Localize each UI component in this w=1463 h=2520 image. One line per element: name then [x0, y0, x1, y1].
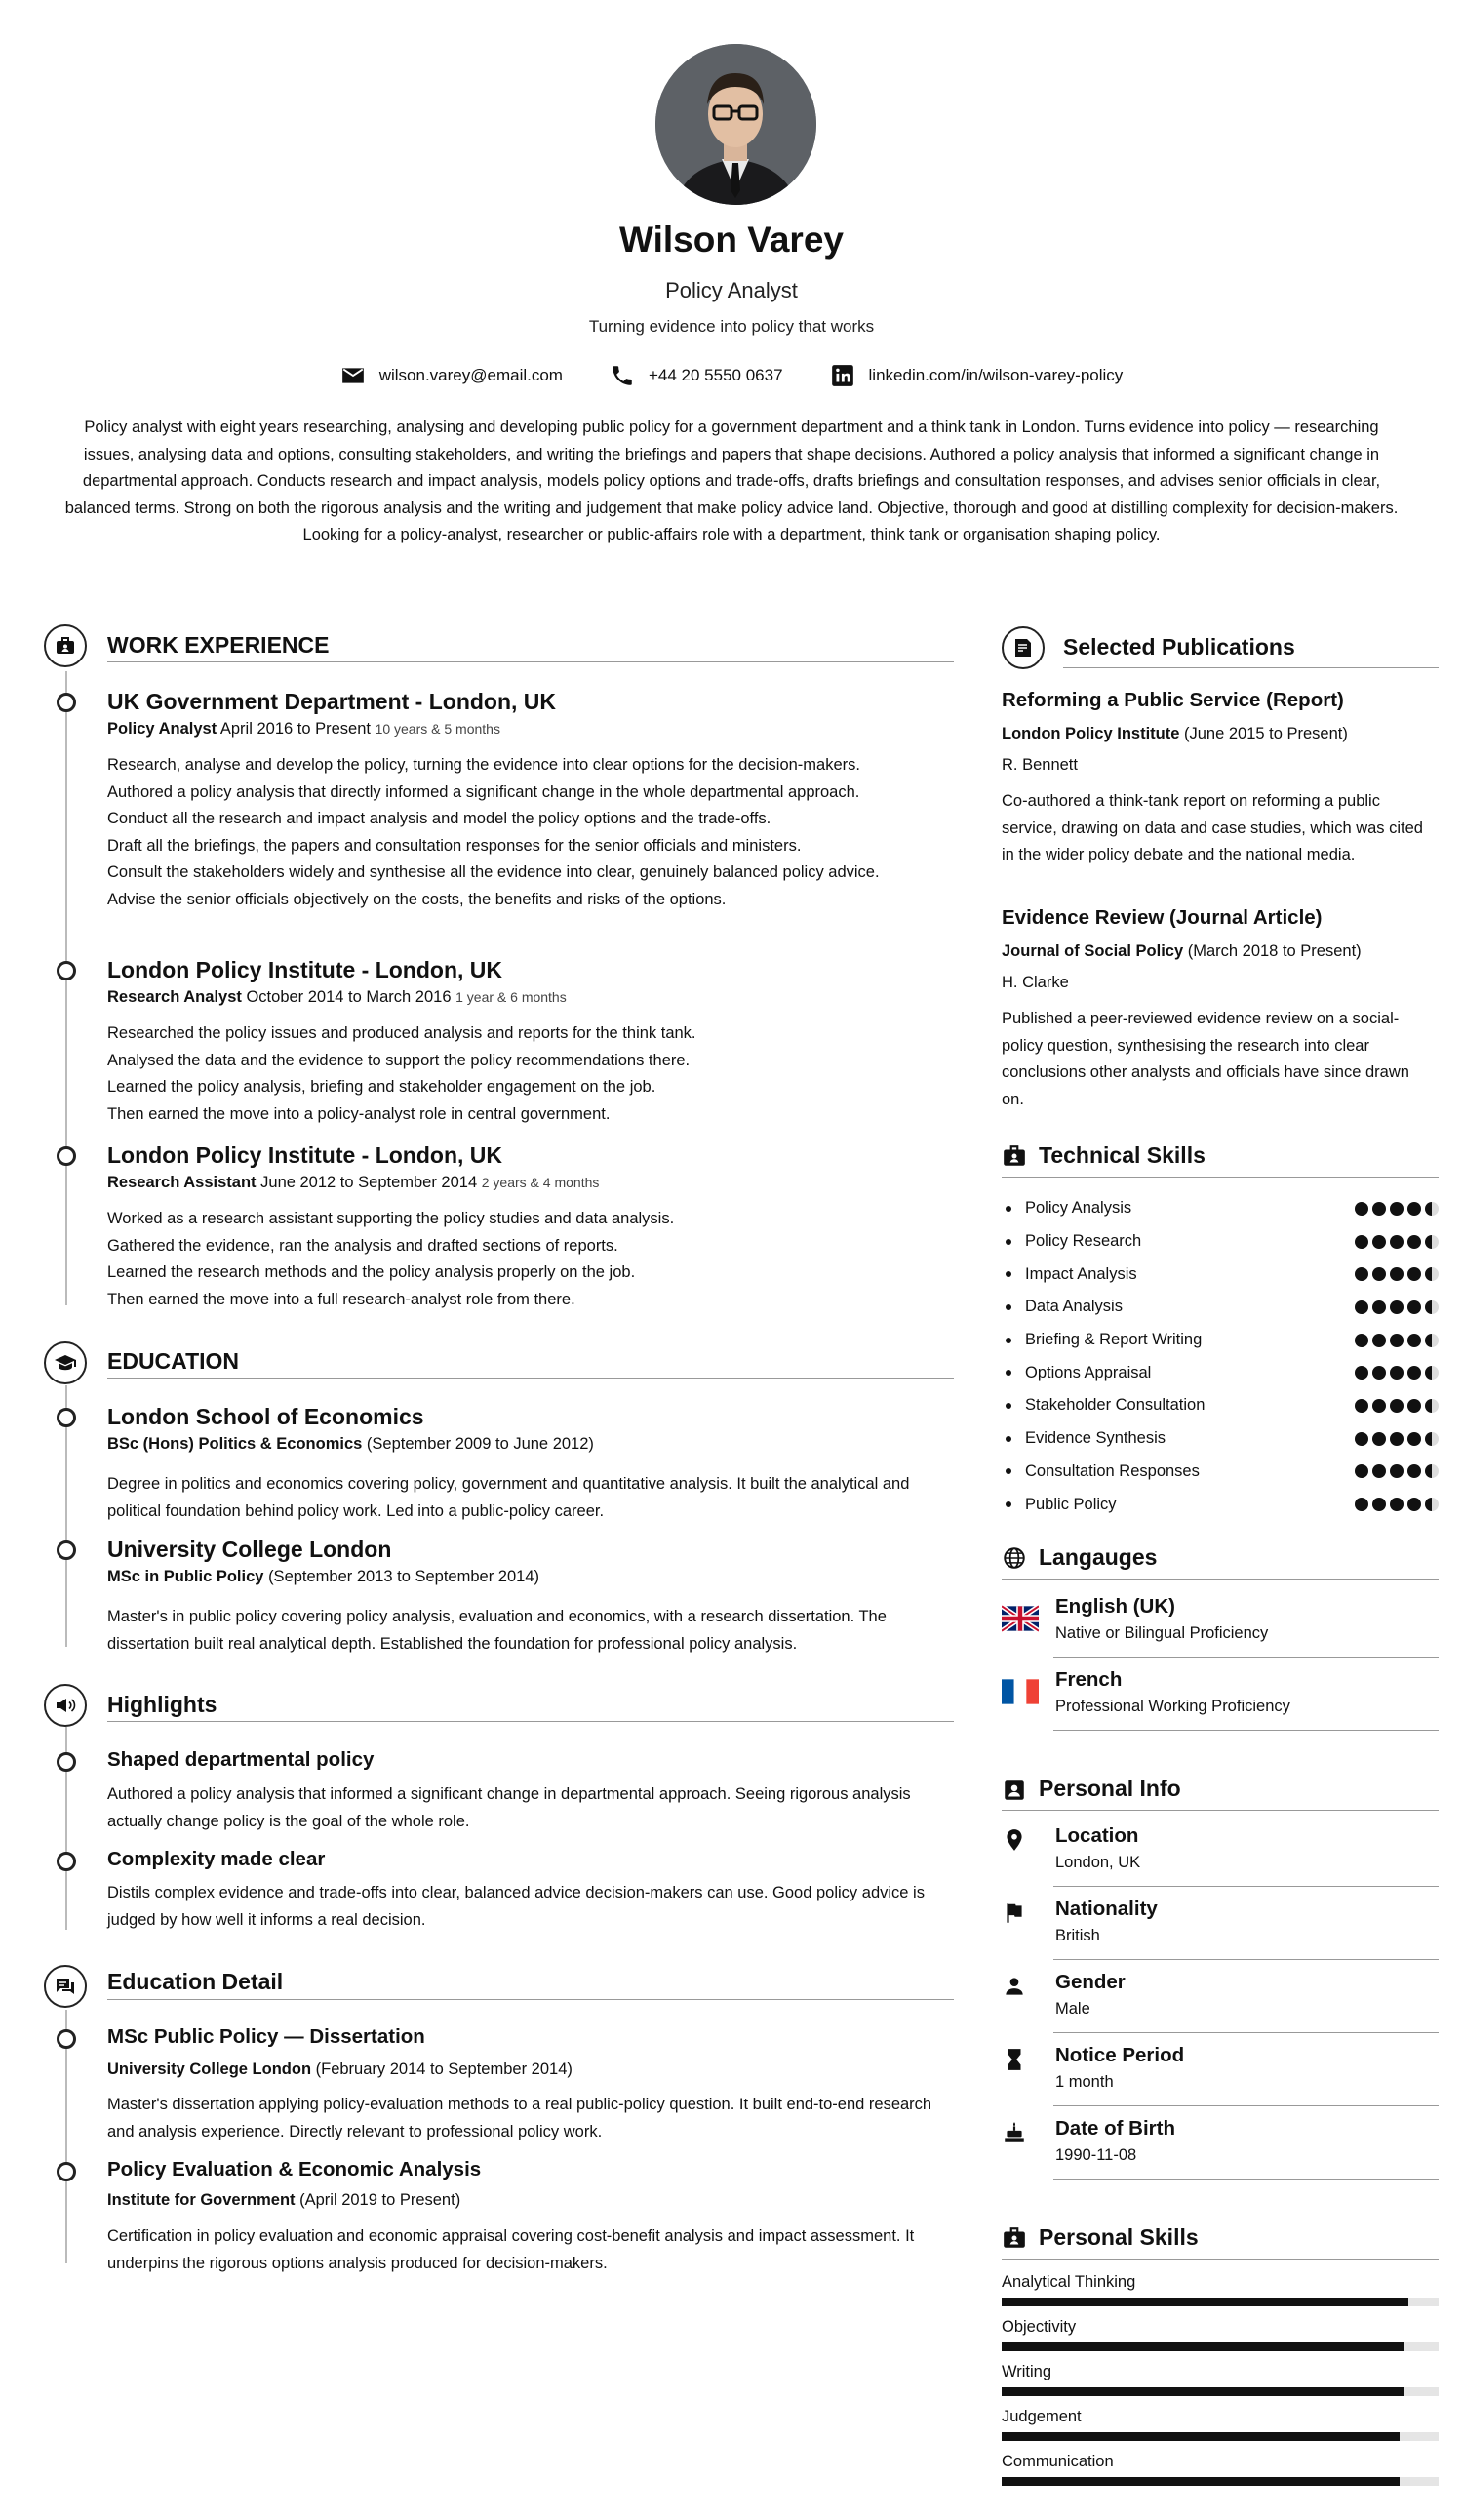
profile-photo [655, 44, 816, 205]
technical-skill-item [1002, 1422, 1439, 1456]
work-section-icon [44, 624, 87, 667]
publication-title: Reforming a Public Service (Report) [1002, 689, 1344, 711]
rating-dot [1372, 1202, 1386, 1216]
timeline-dot [57, 2029, 76, 2049]
rating-dot [1355, 1432, 1368, 1446]
tagline: Turning evidence into policy that works [588, 317, 875, 336]
personal-skill-name: Analytical Thinking [1002, 2273, 1136, 2291]
work-timeline-line [65, 671, 67, 1305]
technical-skills-icon [1002, 1143, 1027, 1169]
rating-dot [1390, 1300, 1404, 1314]
france-flag-icon [1002, 1678, 1039, 1705]
skill-rating [1355, 1235, 1439, 1249]
rating-dot [1355, 1498, 1368, 1511]
rating-dot [1355, 1464, 1368, 1478]
info-value: 1 month [1055, 2073, 1114, 2091]
badge-icon [1002, 2225, 1027, 2251]
highlight-text: Distils complex evidence and trade-offs into clear, balanced advice decision-makers can use. Good policy advice is judged by how well it informs a real decision. [107, 1884, 925, 1929]
rating-dot [1425, 1334, 1439, 1347]
personal-skills-title: Personal Skills [1039, 2224, 1199, 2250]
job-bullet: Advise the senior officials objectively on the costs, the benefits and risks of the options. [107, 890, 727, 908]
edu-detail-section-rule [107, 1999, 954, 2000]
technical-skill-item [1002, 1258, 1439, 1291]
personal-skill-bar [1002, 2387, 1439, 2396]
email-icon [340, 363, 366, 388]
personal-skill-bar-fill [1002, 2342, 1404, 2351]
school-name: University College London [107, 1537, 392, 1562]
rating-dot [1372, 1432, 1386, 1446]
degree-description: Degree in politics and economics covering policy, government and quantitative analysis. It built the analytical and political foundation behind policy work. Led into a public-policy career. [107, 1475, 910, 1520]
technical-skill-name: Options Appraisal [1002, 1364, 1151, 1382]
detail-org: University College London [107, 2060, 312, 2078]
profile-summary: Policy analyst with eight years researching, analysing and developing public policy for a government department and a think tank in London. Turns evidence into policy — researching issues, analysing data and options, consulting stakeholders, and writing the briefings and papers that shape decisions. Authored a policy analysis that informed a significant change in departmental approach. Conducts research and impact analysis, models policy options and trade-offs, drafts briefings and consultation responses, and advises senior officials in clear, balanced terms. Strong on both the rigorous analysis and the writing and judgement that make policy advice land. Objective, thorough and good at distilling complexity for decision-makers. Looking for a policy-analyst, researcher or public-affairs role with a department, think tank or organisation shaping policy. [64, 419, 1399, 543]
info-label: Location [1055, 1824, 1139, 1847]
row-divider [1053, 1730, 1439, 1731]
publication-meta [1002, 942, 1362, 961]
languages-icon [1002, 1545, 1027, 1571]
phone-contact[interactable] [610, 363, 783, 388]
megaphone-icon [54, 1694, 77, 1717]
skill-rating [1355, 1366, 1439, 1380]
rating-dot [1425, 1235, 1439, 1249]
row-divider [1053, 1959, 1439, 1960]
job-org: UK Government Department - London, UK [107, 689, 557, 714]
detail-org-line [107, 2060, 573, 2079]
edu-detail-section-icon [44, 1965, 87, 2008]
timeline-dot [57, 1540, 76, 1560]
job-bullet: Researched the policy issues and produced analysis and reports for the think tank. [107, 1024, 696, 1042]
degree-line [107, 1568, 539, 1586]
info-value: British [1055, 1927, 1100, 1944]
degree-description: Master's in public policy covering policy analysis, evaluation and economics, with a research dissertation. The dissertation built real analytical depth. Established the foundation for professional policy analysis. [107, 1608, 887, 1653]
job-bullet: Research, analyse and develop the policy, turning the evidence into clear options for the decision-makers. [107, 756, 860, 774]
personal-skill-bar-fill [1002, 2298, 1408, 2306]
skill-rating [1355, 1202, 1439, 1216]
rating-dot [1372, 1399, 1386, 1413]
hourglass-icon [1002, 2047, 1027, 2072]
contact-card-icon [1002, 1778, 1027, 1803]
detail-text: Certification in policy evaluation and economic appraisal covering cost-benefit analysis and impact assessment. It underpins the rigorous options analysis produced for decision-makers. [107, 2227, 915, 2272]
detail-title: MSc Public Policy — Dissertation [107, 2025, 425, 2048]
rating-dot [1425, 1498, 1439, 1511]
briefcase-badge-icon [54, 634, 77, 658]
rating-dot [1425, 1202, 1439, 1216]
rating-dot [1372, 1300, 1386, 1314]
detail-dates: (April 2019 to Present) [299, 2191, 461, 2209]
work-section-rule [107, 661, 954, 662]
job-org: London Policy Institute - London, UK [107, 1142, 503, 1168]
technical-skill-item [1002, 1225, 1439, 1259]
technical-skill-name: Briefing & Report Writing [1002, 1331, 1202, 1349]
rating-dot [1355, 1235, 1368, 1249]
contact-bar [0, 363, 1463, 388]
info-label: Notice Period [1055, 2044, 1185, 2066]
job-bullet: Worked as a research assistant supporting the policy studies and data analysis. [107, 1210, 675, 1227]
personal-info-rule [1002, 1810, 1439, 1811]
skill-rating [1355, 1432, 1439, 1446]
publication-author: H. Clarke [1002, 974, 1069, 991]
personal-skill-name: Objectivity [1002, 2318, 1077, 2336]
cake-icon [1002, 2120, 1027, 2145]
job-description [107, 1020, 956, 1128]
technical-skills-rule [1002, 1177, 1439, 1178]
publication-title: Evidence Review (Journal Article) [1002, 906, 1323, 929]
edu-detail-section-title: Education Detail [107, 1969, 284, 1994]
info-value: 1990-11-08 [1055, 2146, 1137, 2164]
job-role: Policy Analyst [107, 720, 217, 738]
phone-text[interactable]: +44 20 5550 0637 [648, 366, 783, 384]
rating-dot [1372, 1464, 1386, 1478]
personal-skill-bar [1002, 2432, 1439, 2441]
education-section-title: EDUCATION [107, 1348, 240, 1374]
personal-skill-name: Writing [1002, 2363, 1052, 2380]
job-dates: April 2016 to Present [219, 720, 371, 738]
education-section-rule [107, 1378, 954, 1379]
row-divider [1053, 2179, 1439, 2180]
timeline-dot [57, 1146, 76, 1166]
personal-skills-icon [1002, 2225, 1027, 2251]
technical-skill-item [1002, 1488, 1439, 1521]
publication-text: Published a peer-reviewed evidence review on a social-policy question, synthesising the research into clear conclusions other analysts and officials have since drawn on. [1002, 1010, 1409, 1108]
info-label: Date of Birth [1055, 2117, 1175, 2140]
rating-dot [1407, 1498, 1421, 1511]
job-dates: October 2014 to March 2016 [246, 988, 452, 1006]
row-divider [1053, 1657, 1439, 1658]
language-row [1002, 1595, 1439, 1654]
detail-title: Policy Evaluation & Economic Analysis [107, 2158, 482, 2180]
skill-rating [1355, 1498, 1439, 1511]
language-row [1002, 1668, 1439, 1727]
detail-text: Master's dissertation applying policy-evaluation methods to a real public-policy question. It built end-to-end research and analysis experience. Directly relevant to professional policy work. [107, 2096, 932, 2140]
rating-dot [1407, 1235, 1421, 1249]
technical-skill-name: Evidence Synthesis [1002, 1429, 1166, 1448]
rating-dot [1372, 1267, 1386, 1281]
personal-skill-bar [1002, 2342, 1439, 2351]
technical-skill-item [1002, 1456, 1439, 1489]
rating-dot [1372, 1498, 1386, 1511]
rating-dot [1425, 1464, 1439, 1478]
job-role-line [107, 988, 567, 1007]
rating-dot [1355, 1366, 1368, 1380]
personal-skills-rule [1002, 2259, 1439, 2260]
job-title: Policy Analyst [665, 278, 798, 302]
email-contact[interactable] [340, 363, 563, 388]
candidate-name: Wilson Varey [619, 220, 844, 260]
rating-dot [1390, 1464, 1404, 1478]
rating-dot [1425, 1300, 1439, 1314]
skill-rating [1355, 1464, 1439, 1478]
row-divider [1053, 1886, 1439, 1887]
document-edit-icon [1011, 636, 1035, 660]
job-description [107, 752, 956, 913]
rating-dot [1407, 1300, 1421, 1314]
phone-icon [610, 363, 635, 388]
personal-skill-name: Communication [1002, 2453, 1114, 2470]
publication-text: Co-authored a think-tank report on reforming a public service, drawing on data and case studies, which was cited in the wider policy debate and the national media. [1002, 792, 1423, 863]
job-role: Research Analyst [107, 988, 242, 1006]
rating-dot [1355, 1267, 1368, 1281]
rating-dot [1390, 1202, 1404, 1216]
technical-skill-name: Impact Analysis [1002, 1265, 1137, 1284]
rating-dot [1355, 1300, 1368, 1314]
info-value: Male [1055, 2000, 1090, 2018]
job-bullet: Gathered the evidence, ran the analysis and drafted sections of reports. [107, 1236, 618, 1255]
globe-icon [1002, 1545, 1027, 1571]
rating-dot [1425, 1399, 1439, 1413]
detail-org-line [107, 2191, 460, 2210]
rating-dot [1390, 1235, 1404, 1249]
technical-skill-name: Consultation Responses [1002, 1462, 1200, 1481]
publication-author: R. Bennett [1002, 756, 1078, 774]
personal-skill-bar-fill [1002, 2387, 1404, 2396]
language-level: Professional Working Proficiency [1055, 1698, 1290, 1715]
rating-dot [1372, 1334, 1386, 1347]
languages-title: Langauges [1039, 1544, 1158, 1570]
rating-dot [1372, 1235, 1386, 1249]
location-pin-icon [1002, 1827, 1027, 1853]
timeline-dot [57, 693, 76, 712]
language-level: Native or Bilingual Proficiency [1055, 1624, 1269, 1642]
rating-dot [1425, 1432, 1439, 1446]
degree-dates: (September 2013 to September 2014) [268, 1568, 539, 1585]
timeline-dot [57, 1852, 76, 1871]
skill-rating [1355, 1334, 1439, 1347]
highlight-title: Shaped departmental policy [107, 1748, 375, 1771]
technical-skill-name: Public Policy [1002, 1496, 1117, 1514]
rating-dot [1390, 1267, 1404, 1281]
graduation-cap-icon [54, 1351, 77, 1375]
skill-rating [1355, 1300, 1439, 1314]
rating-dot [1407, 1334, 1421, 1347]
rating-dot [1390, 1334, 1404, 1347]
highlights-section-rule [107, 1721, 954, 1722]
publication-publisher: Journal of Social Policy [1002, 942, 1184, 960]
rating-dot [1390, 1366, 1404, 1380]
technical-skill-name: Data Analysis [1002, 1298, 1123, 1316]
education-section-icon [44, 1341, 87, 1384]
rating-dot [1407, 1399, 1421, 1413]
job-dates: June 2012 to September 2014 [260, 1174, 478, 1191]
publication-dates: (June 2015 to Present) [1184, 725, 1348, 742]
timeline-dot [57, 1752, 76, 1772]
technical-skill-item [1002, 1324, 1439, 1357]
publication-meta [1002, 725, 1348, 743]
job-bullet: Conduct all the research and impact analysis and model the policy options and the trade-offs. [107, 810, 771, 827]
linkedin-contact[interactable] [830, 363, 1124, 388]
row-divider [1053, 2105, 1439, 2106]
info-label: Nationality [1055, 1898, 1158, 1920]
highlight-text: Authored a policy analysis that informed a significant change in departmental approach. Seeing rigorous analysis actually change policy is the goal of the whole role. [107, 1785, 911, 1830]
degree-name: MSc in Public Policy [107, 1568, 264, 1585]
timeline-dot [57, 2162, 76, 2181]
detail-org: Institute for Government [107, 2191, 296, 2209]
uk-flag-icon [1002, 1605, 1039, 1632]
degree-line [107, 1435, 594, 1454]
highlight-title: Complexity made clear [107, 1848, 326, 1870]
rating-dot [1390, 1498, 1404, 1511]
rating-dot [1407, 1202, 1421, 1216]
rating-dot [1407, 1366, 1421, 1380]
job-description [107, 1206, 956, 1313]
personal-skill-bar-fill [1002, 2432, 1400, 2441]
chat-bubble-icon [54, 1975, 77, 1998]
linkedin-icon [830, 363, 855, 388]
rating-dot [1390, 1399, 1404, 1413]
job-bullet: Analysed the data and the evidence to support the policy recommendations there. [107, 1051, 691, 1069]
info-label: Gender [1055, 1971, 1126, 1993]
technical-skill-item [1002, 1389, 1439, 1422]
technical-skill-item [1002, 1291, 1439, 1324]
technical-skill-name: Policy Research [1002, 1232, 1141, 1251]
degree-name: BSc (Hons) Politics & Economics [107, 1435, 363, 1453]
personal-info-title: Personal Info [1039, 1776, 1181, 1801]
publications-section-icon [1002, 626, 1045, 669]
job-duration: 2 years & 4 months [481, 1175, 600, 1190]
job-bullet: Then earned the move into a policy-analyst role in central government. [107, 1104, 611, 1123]
job-role: Research Assistant [107, 1174, 257, 1191]
job-org: London Policy Institute - London, UK [107, 957, 503, 982]
technical-skill-item [1002, 1356, 1439, 1389]
rating-dot [1407, 1464, 1421, 1478]
degree-dates: (September 2009 to June 2012) [366, 1435, 594, 1453]
languages-rule [1002, 1579, 1439, 1580]
publications-section-title: Selected Publications [1063, 634, 1295, 660]
rating-dot [1390, 1432, 1404, 1446]
technical-skill-name: Policy Analysis [1002, 1199, 1131, 1218]
info-value: London, UK [1055, 1854, 1141, 1871]
publication-dates: (March 2018 to Present) [1187, 942, 1362, 960]
rating-dot [1407, 1267, 1421, 1281]
job-bullet: Draft all the briefings, the papers and consultation responses for the senior officials and ministers. [107, 836, 802, 855]
job-bullet: Consult the stakeholders widely and synthesise all the evidence into clear, genuinely balanced policy advice. [107, 863, 880, 881]
rating-dot [1355, 1399, 1368, 1413]
skill-rating [1355, 1399, 1439, 1413]
work-section-title: WORK EXPERIENCE [107, 632, 330, 658]
technical-skills-title: Technical Skills [1039, 1142, 1206, 1168]
skill-rating [1355, 1267, 1439, 1281]
job-role-line [107, 720, 500, 739]
timeline-dot [57, 1408, 76, 1427]
personal-skill-bar [1002, 2298, 1439, 2306]
email-text[interactable]: wilson.varey@email.com [378, 366, 563, 384]
highlights-section-title: Highlights [107, 1692, 217, 1717]
job-duration: 10 years & 5 months [375, 721, 500, 737]
timeline-dot [57, 961, 76, 980]
publications-section-rule [1063, 667, 1439, 668]
job-bullet: Learned the policy analysis, briefing and stakeholder engagement on the job. [107, 1078, 656, 1096]
technical-skills-list [1002, 1192, 1439, 1521]
flag-icon [1002, 1900, 1027, 1926]
row-divider [1053, 2032, 1439, 2033]
technical-skill-item [1002, 1192, 1439, 1225]
linkedin-text[interactable]: linkedin.com/in/wilson-varey-policy [868, 366, 1124, 384]
job-bullet: Authored a policy analysis that directly informed a significant change in the whole departmental approach. [107, 782, 860, 801]
personal-skill-bar [1002, 2477, 1439, 2486]
job-bullet: Then earned the move into a full research-analyst role from there. [107, 1290, 575, 1308]
school-name: London School of Economics [107, 1404, 424, 1429]
personal-info-icon [1002, 1778, 1027, 1803]
rating-dot [1407, 1432, 1421, 1446]
personal-skill-name: Judgement [1002, 2408, 1082, 2425]
rating-dot [1355, 1202, 1368, 1216]
personal-skill-bar-fill [1002, 2477, 1400, 2486]
person-icon [1002, 1974, 1027, 1999]
publication-publisher: London Policy Institute [1002, 725, 1180, 742]
detail-dates: (February 2014 to September 2014) [315, 2060, 573, 2078]
job-role-line [107, 1174, 599, 1192]
language-name: English (UK) [1055, 1595, 1175, 1618]
highlights-section-icon [44, 1684, 87, 1727]
technical-skill-name: Stakeholder Consultation [1002, 1396, 1205, 1415]
language-name: French [1055, 1668, 1123, 1691]
rating-dot [1425, 1366, 1439, 1380]
job-bullet: Learned the research methods and the policy analysis properly on the job. [107, 1263, 636, 1281]
job-duration: 1 year & 6 months [455, 989, 567, 1005]
rating-dot [1425, 1267, 1439, 1281]
badge-icon [1002, 1143, 1027, 1169]
rating-dot [1372, 1366, 1386, 1380]
rating-dot [1355, 1334, 1368, 1347]
